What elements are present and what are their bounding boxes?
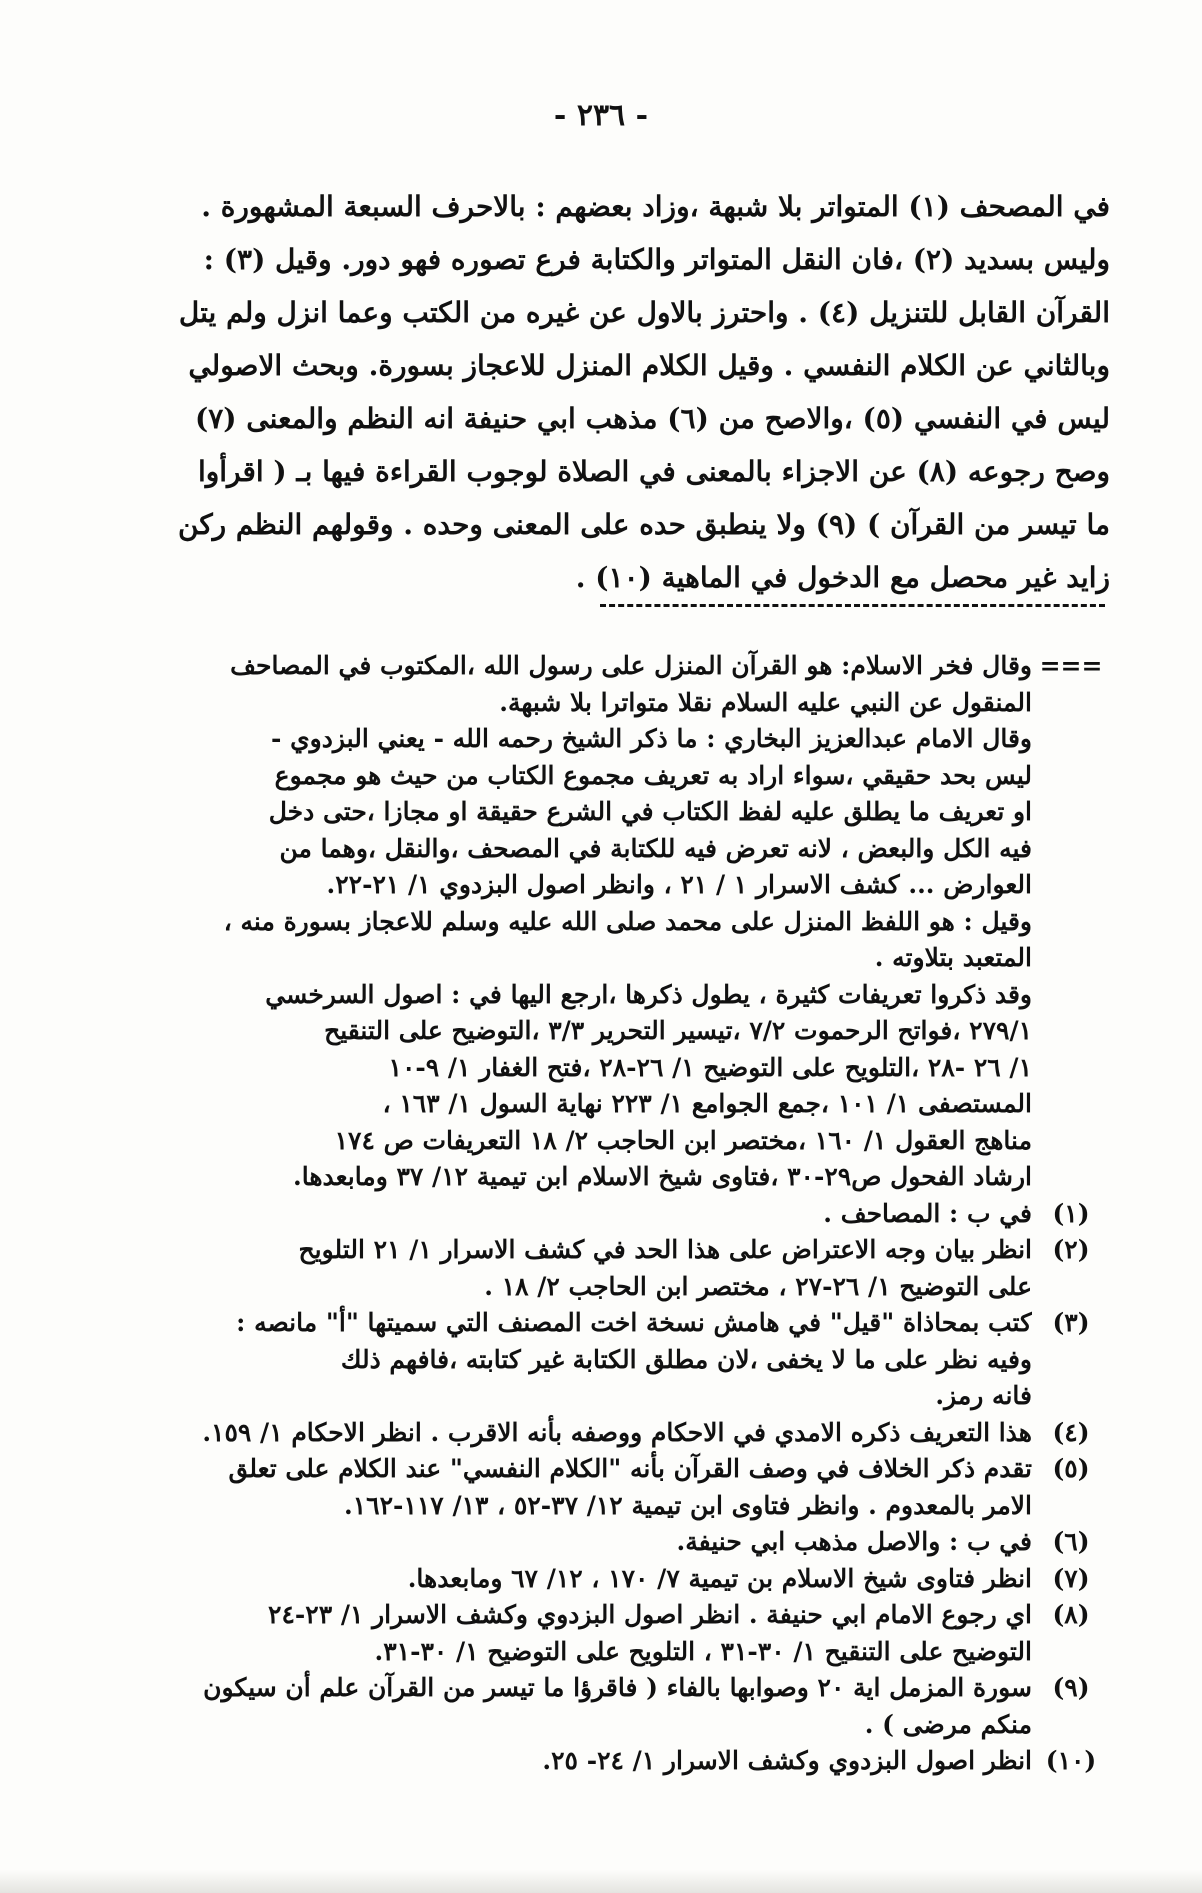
footnote-marker: (٤) [1052,1417,1090,1447]
footnote-line: في ب : المصاحف . [823,1198,1032,1228]
scan-bottom-edge [0,1870,1202,1893]
main-text-line: وبالثاني عن الكلام النفسي . وقيل الكلام المنزل للاعجاز بسورة. وبحث الاصولي [188,349,1110,382]
footnote-separator [600,604,1105,607]
main-text-line: وليس بسديد (٢) ،فان النقل المتواتر والكتابة فرع تصوره فهو دور. وقيل (٣) : [203,243,1110,276]
footnote-marker: (٩) [1052,1673,1090,1702]
footnote-marker: (٢) [1052,1235,1090,1264]
footnote-line: التوضيح على التنقيح ١/ ٣٠-٣١ ، التلويح على التوضيح ١/ ٣٠-٣١. [374,1636,1032,1666]
footnote-line: او تعريف ما يطلق عليه لفظ الكتاب في الشرع حقيقة او مجازا ،حتى دخل [268,797,1032,826]
footnote-line: ١/ ٢٦ -٢٨ ،التلويح على التوضيح ١/ ٢٦-٢٨ ،فتح الغفار ١/ ٩-١٠ [388,1052,1032,1082]
footnote-1 [130,1196,1110,1233]
footnote-9 [130,1670,1110,1743]
footnote-line: ٢٧٩/١ ،فواتح الرحموت ٧/٢ ،تيسير التحرير ٣/٣ ،التوضيح على التنقيح [324,1016,1032,1045]
footnote-line: على التوضيح ١/ ٢٦-٢٧ ، مختصر ابن الحاجب ٢/ ١٨ . [484,1271,1032,1301]
footnote-line: منكم مرضى ) . [864,1709,1032,1739]
main-text-line: القرآن القابل للتنزيل (٤) . واحترز بالاول عن غيره من الكتب وعما انزل ولم يتل [178,296,1110,329]
footnote-line: في ب : والاصل مذهب ابي حنيفة. [676,1527,1032,1556]
footnote-marker: (٧) [1052,1563,1090,1593]
footnote-8 [130,1597,1110,1670]
footnote-marker: === [1039,651,1103,680]
footnote-line: المستصفى ١/ ١٠١ ،جمع الجوامع ١/ ٢٢٣ نهاية السول ١/ ١٦٣ ، [382,1089,1032,1118]
footnote-7 [130,1561,1110,1598]
footnote-6 [130,1524,1110,1561]
main-text-line: ما تيسر من القرآن ) (٩) ولا ينطبق حده على المعنى وحده . وقولهم النظم ركن [178,508,1110,541]
footnote-body [130,1232,1032,1305]
footnote-marker: (١) [1052,1198,1090,1228]
footnote-4 [130,1415,1110,1452]
footnote-line: المتعبد بتلاوته . [874,943,1032,972]
footnote-line: العوارض ... كشف الاسرار ١ / ٢١ ، وانظر اصول البزدوي ١/ ٢١-٢٢. [326,870,1032,899]
footnote-body [130,1415,1032,1452]
footnote-line: الامر بالمعدوم . وانظر فتاوى ابن تيمية ١٢/ ٣٧-٥٢ ، ١٣/ ١١٧-١٦٢. [344,1490,1032,1520]
footnote-line: انظر فتاوى شيخ الاسلام بن تيمية ٧/ ١٧٠ ، ١٢/ ٦٧ ومابعدها. [407,1563,1032,1593]
footnote-10 [130,1743,1110,1780]
footnote-line: انظر اصول البزدوي وكشف الاسرار ١/ ٢٤- ٢٥. [542,1746,1032,1775]
footnote-2 [130,1232,1110,1305]
footnote-marker: (٦) [1052,1527,1090,1556]
footnote-general [130,648,1110,1196]
footnote-line: مناهج العقول ١/ ١٦٠ ،مختصر ابن الحاجب ٢/ ١٨ التعريفات ص ١٧٤ [334,1125,1032,1155]
footnote-body [130,1451,1032,1524]
footnote-line: وقال الامام عبدالعزيز البخاري : ما ذكر الشيخ رحمه الله - يعني البزدوي - [271,724,1032,753]
footnote-line: وقيل : هو اللفظ المنزل على محمد صلى الله عليه وسلم للاعجاز بسورة منه ، [223,906,1032,936]
footnote-line: فانه رمز. [935,1381,1032,1410]
footnote-marker: (٥) [1052,1454,1090,1483]
footnote-marker: (١٠) [1045,1746,1097,1775]
footnote-5 [130,1451,1110,1524]
footnote-marker: (٨) [1052,1600,1090,1629]
footnote-body [130,1597,1032,1670]
main-text-line: وصح رجوعه (٨) عن الاجزاء بالمعنى في الصلاة لوجوب القراءة فيها بـ ( اقرأوا [197,455,1110,488]
footnote-body [130,1305,1032,1415]
footnote-body [130,1524,1032,1561]
main-text-line: في المصحف (١) المتواتر بلا شبهة ،وزاد بعضهم : بالاحرف السبعة المشهورة . [201,190,1110,223]
footnote-body [130,1670,1032,1743]
footnote-3 [130,1305,1110,1415]
footnote-marker: (٣) [1052,1308,1090,1337]
footnote-line: وقد ذكروا تعريفات كثيرة ، يطول ذكرها ،ارجع اليها في : اصول السرخسي [265,979,1032,1009]
main-text-line: ليس في النفسي (٥) ،والاصح من (٦) مذهب ابي حنيفة انه النظم والمعنى (٧) [195,402,1110,435]
main-text [175,180,1110,604]
footnote-line: وفيه نظر على ما لا يخفى ،لان مطلق الكتابة غير كتابته ،فافهم ذلك [340,1344,1032,1374]
footnote-body [130,1561,1032,1598]
footnote-line: سورة المزمل اية ٢٠ وصوابها بالفاء ( فاقرؤا ما تيسر من القرآن علم أن سيكون [203,1673,1032,1702]
footnote-body [130,1743,1032,1780]
footnote-line: كتب بمحاذاة "قيل" في هامش نسخة اخت المصنف التي سميتها "أ" مانصه : [236,1308,1032,1337]
page-number: - ٢٣٦ - [553,98,649,133]
footnote-body [130,1196,1032,1233]
footnote-line: ليس بحد حقيقي ،سواء اراد به تعريف مجموع الكتاب من حيث هو مجموع [274,760,1032,790]
footnote-line: هذا التعريف ذكره الامدي في الاحكام ووصفه بأنه الاقرب . انظر الاحكام ١/ ١٥٩. [202,1417,1032,1447]
footnotes [130,648,1110,1780]
footnote-line: انظر بيان وجه الاعتراض على هذا الحد في كشف الاسرار ١/ ٢١ التلويح [298,1235,1032,1264]
footnote-line: اي رجوع الامام ابي حنيفة . انظر اصول البزدوي وكشف الاسرار ١/ ٢٣-٢٤ [268,1600,1032,1629]
footnote-line: فيه الكل والبعض ، لانه تعرض فيه للكتابة في المصحف ،والنقل ،وهما من [279,833,1032,863]
footnote-line: ارشاد الفحول ص٢٩-٣٠ ،فتاوى شيخ الاسلام ابن تيمية ١٢/ ٣٧ ومابعدها. [293,1162,1032,1191]
main-text-line: زايد غير محصل مع الدخول في الماهية (١٠) . [575,561,1110,594]
footnote-line: المنقول عن النبي عليه السلام نقلا متواترا بلا شبهة. [499,687,1032,717]
footnote-line: تقدم ذكر الخلاف في وصف القرآن بأنه "الكلام النفسي" عند الكلام على تعلق [228,1454,1032,1483]
footnote-line: وقال فخر الاسلام: هو القرآن المنزل على رسول الله ،المكتوب في المصاحف [230,651,1032,680]
footnote-body [130,648,1032,1196]
